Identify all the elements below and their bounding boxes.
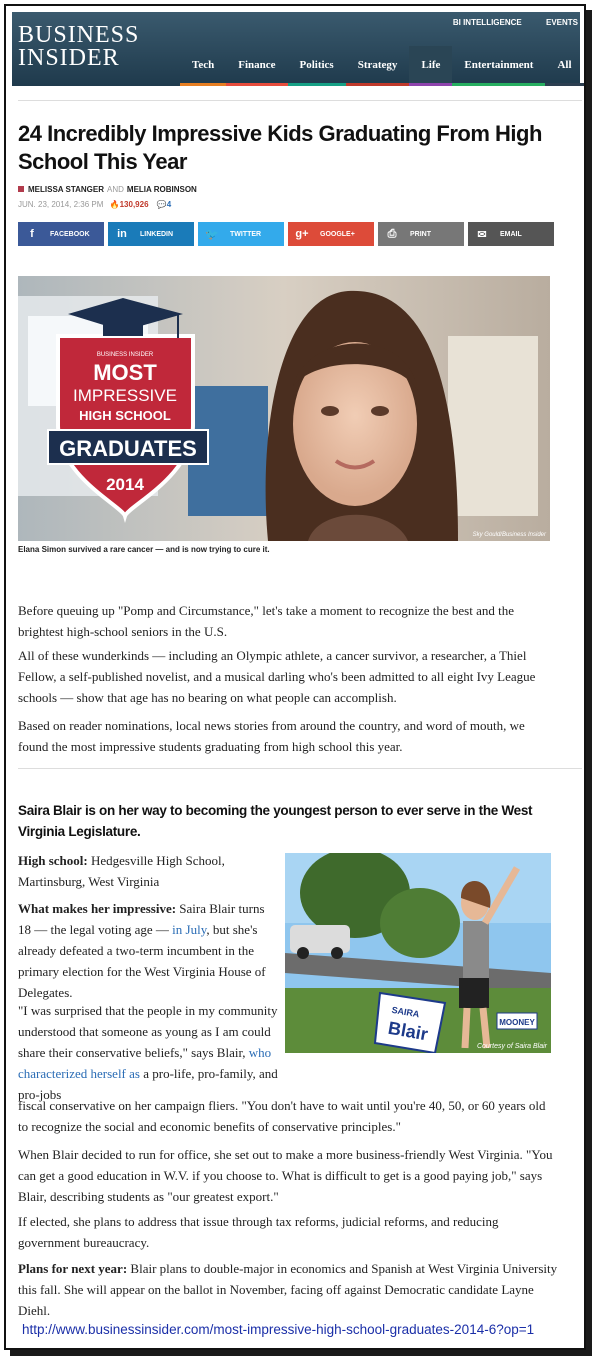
intro-paragraph-2: All of these wunderkinds — including an Olympic athlete, a cancer survivor, a researcher, a Thiel Fellow, a self-published novelist, and a musical darling who's been admitted to all eight Ivy League schools — show that age has no bearing on what people can accomplish. [18, 648, 536, 705]
main-nav [180, 46, 584, 86]
hero-image [18, 276, 550, 541]
plans-paragraph [18, 1258, 558, 1321]
share-bar [18, 222, 554, 246]
google-plus-icon: g+ [295, 228, 309, 240]
author-2[interactable]: MELIA ROBINSON [126, 185, 197, 194]
linkedin-share-button[interactable] [108, 222, 194, 246]
top-link-bi-intelligence[interactable]: BI INTELLIGENCE [452, 18, 522, 27]
impressive-label: What makes her impressive: [18, 901, 177, 916]
quote-text-1: "I was surprised that the people in my community understood that someone as young as I am could share their conservative beliefs," says Blair, [18, 1003, 278, 1060]
nav-entertainment[interactable]: Entertainment [452, 46, 545, 86]
quote-text-2: a pro-life, pro-family, and pro-jobs [18, 1066, 278, 1102]
view-count [110, 200, 149, 209]
share-label: PRINT [410, 230, 431, 238]
twitter-share-button[interactable] [198, 222, 284, 246]
high-school-label: High school: [18, 853, 88, 868]
impressive-text-1: Saira Blair turns 18 — the legal voting age — [18, 901, 265, 937]
impressive-text-2: , but she's already defeated a two-term incumbent in the primary election for the West Virginia House of Delegates. [18, 922, 266, 1000]
hero-credit: Sky Gould/Business Insider [472, 532, 546, 538]
reforms-paragraph: If elected, she plans to address that issue through tax reforms, judicial reforms, and reducing government bureaucracy. [18, 1214, 499, 1250]
twitter-icon: 🐦 [205, 228, 219, 241]
share-label: LINKEDIN [140, 230, 174, 238]
view-count-value: 130,926 [119, 200, 149, 209]
quote-continuation: fiscal conservative on her campaign fliers. "You don't have to wait until you're 40, 50, or 60 years old to recognize the social and economic benefits of conservative principles." [18, 1098, 546, 1134]
source-url[interactable]: http://www.businessinsider.com/most-impressive-high-school-graduates-2014-6?op=1 [22, 1322, 535, 1337]
email-icon: ✉ [477, 228, 487, 241]
top-link-events[interactable]: EVENTS [545, 18, 578, 27]
intro-paragraph-1: Before queuing up "Pomp and Circumstance," let's take a moment to recognize the best and the brightest high-school seniors in the U.S. [18, 603, 514, 639]
byline-and: AND [107, 185, 124, 194]
badge-hs-text: HIGH SCHOOL [79, 408, 171, 423]
article-meta [18, 200, 171, 209]
share-label: FACEBOOK [50, 230, 90, 238]
comment-count[interactable] [157, 200, 171, 209]
sign-line-1: SAIRA [390, 1004, 421, 1020]
high-school-paragraph [18, 850, 278, 892]
logo-line-1: BUSINESS [18, 22, 140, 48]
logo-line-2: INSIDER [18, 45, 120, 71]
impressive-paragraph [18, 898, 278, 1003]
badge-impressive-text: IMPRESSIVE [73, 386, 177, 405]
divider [18, 100, 582, 101]
hero-illustration [18, 276, 550, 541]
business-paragraph: When Blair decided to run for office, she set out to make a more business-friendly West Virginia. "You can get a good education in W.V. if you choose to. What is difficult to get is a good paying job," says Blair, describing students as "our greatest export." [18, 1147, 553, 1204]
nav-life[interactable]: Life [409, 46, 452, 86]
hero-caption: Elana Simon survived a rare cancer — and is now trying to cure it. [18, 545, 270, 554]
nav-tech[interactable]: Tech [180, 46, 226, 86]
masthead [12, 12, 580, 86]
share-label: GOOGLE+ [320, 230, 355, 238]
badge-top-text: BUSINESS INSIDER [96, 352, 154, 358]
comment-count-value: 4 [166, 200, 172, 209]
nav-politics[interactable]: Politics [288, 46, 346, 86]
author-marker-icon [18, 186, 24, 192]
share-label: EMAIL [500, 230, 522, 238]
comment-icon: 💬 [156, 200, 167, 209]
in-july-link[interactable]: in July [172, 922, 207, 937]
facebook-icon: f [30, 228, 34, 240]
photo-credit: Courtesy of Saira Blair [476, 1043, 547, 1050]
author-1[interactable]: MELISSA STANGER [28, 185, 105, 194]
print-share-button[interactable] [378, 222, 464, 246]
linkedin-icon: in [117, 228, 127, 240]
logo[interactable] [18, 24, 139, 70]
plans-label: Plans for next year: [18, 1261, 128, 1276]
flame-icon: 🔥 [109, 200, 120, 209]
share-label: TWITTER [230, 230, 262, 238]
saira-blair-photo [285, 853, 551, 1053]
plans-text: Blair plans to double-major in economics and Spanish at West Virginia University this fall. She will appear on the ballot in November, facing off against Democratic candidate Layne Diehl. [18, 1261, 558, 1318]
sign-line-2: Blair [386, 1017, 430, 1045]
nav-finance[interactable]: Finance [226, 46, 287, 86]
publish-date: JUN. 23, 2014, 2:36 PM [18, 200, 104, 209]
nav-all[interactable]: All [545, 46, 583, 86]
facebook-share-button[interactable] [18, 222, 104, 246]
quote-paragraph [18, 1000, 278, 1105]
google-share-button[interactable] [288, 222, 374, 246]
saira-photo-illustration [285, 853, 551, 1053]
section-heading: Saira Blair is on her way to becoming the youngest person to ever serve in the West Virginia Legislature. [18, 803, 533, 839]
sign-small: MOONEY [499, 1018, 535, 1027]
badge-graduates-text: GRADUATES [59, 436, 197, 461]
top-links [431, 18, 578, 27]
nav-strategy[interactable]: Strategy [346, 46, 410, 86]
badge-year-text: 2014 [106, 475, 144, 494]
article-title: 24 Incredibly Impressive Kids Graduating From High School This Year [18, 121, 542, 174]
intro-paragraph-3: Based on reader nominations, local news stories from around the country, and word of mouth, we found the most impressive students graduating from high school this year. [18, 718, 525, 754]
email-share-button[interactable] [468, 222, 554, 246]
high-school-value: Hedgesville High School, Martinsburg, West Virginia [18, 853, 225, 889]
byline [18, 185, 197, 194]
print-icon: ⎙ [387, 227, 397, 240]
characterized-link[interactable]: who characterized herself as [18, 1045, 272, 1081]
badge-most-text: MOST [93, 360, 157, 385]
section-divider [18, 768, 582, 769]
